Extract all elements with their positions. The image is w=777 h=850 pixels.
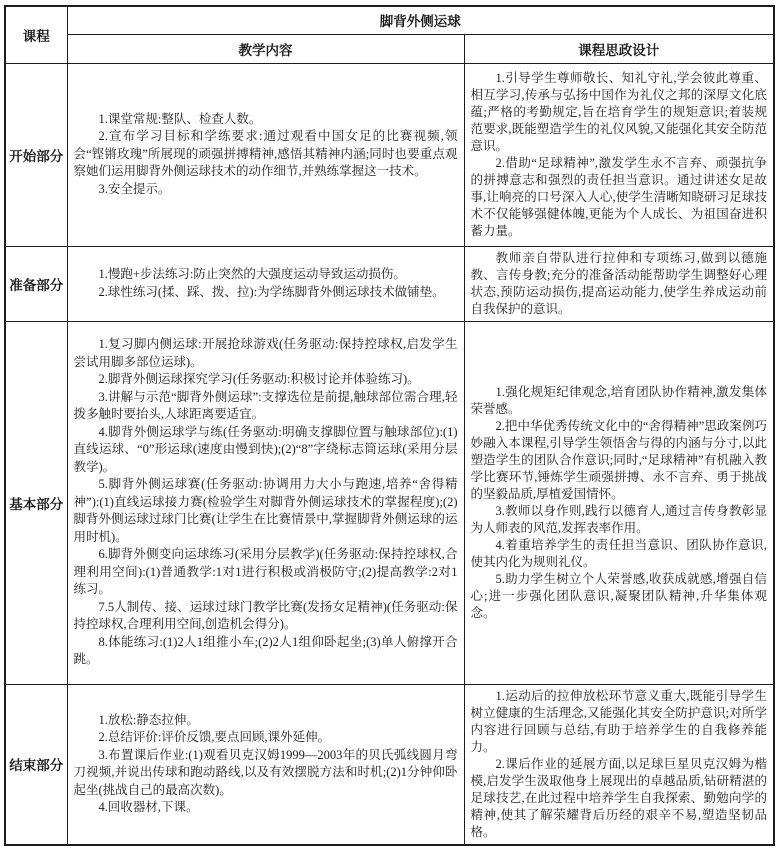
paragraph: 4.回收器材,下课。 (98, 800, 199, 815)
teaching-cell-preparation (67, 246, 464, 321)
lesson-plan-table (4, 5, 775, 846)
paragraph: 2.球性练习(揉、踩、拨、拉):为学练脚背外侧运球技术做铺垫。 (98, 284, 445, 299)
paragraph: 3.讲解与示范“脚背外侧运球”:支撑选位是前提,触球部位需合理,轻拨多触时要抬头,人球距离要适宜。 (73, 389, 458, 422)
paragraph: 4.着重培养学生的责任担当意识、团队协作意识,使其内化为规则礼仪。 (470, 537, 767, 569)
ideology-cell-ending (464, 684, 774, 845)
paragraph: 3.安全提示。 (98, 181, 171, 196)
paragraph: 3.教师以身作则,践行以德育人,通过言传身教彰显为人师表的风范,发挥表率作用。 (470, 503, 767, 535)
paragraph: 1.强化规矩纪律观念,培育团队协作精神,激发集体荣誉感。 (470, 384, 767, 416)
ideology-cell-basic (464, 321, 774, 684)
column-header-ideology: 课程思政设计 (464, 34, 774, 63)
paragraph: 8.体能练习:(1)2人1组推小车;(2)2人1组仰卧起坐;(3)单人俯撑开合跳。 (73, 634, 458, 667)
course-header-cell: 课程 (5, 6, 67, 63)
table-row-beginning (5, 63, 774, 246)
paragraph: 1.慢跑+步法练习:防止突然的大强度运动导致运动损伤。 (98, 267, 406, 281)
column-header-teaching: 教学内容 (67, 34, 464, 63)
paragraph: 2.课后作业的延展方面,以足球巨星贝克汉姆为楷模,启发学生汲取他身上展现出的卓越品质,钻研精湛的足球技艺,在此过程中培养学生自我探索、勤勉向学的精神,使其了解荣耀背后历经的艰辛不易,塑造坚韧品格。 (470, 756, 767, 839)
table-row-preparation (5, 246, 774, 321)
paragraph: 2.脚背外侧运球探究学习(任务驱动:积极讨论并体验练习)。 (98, 372, 420, 387)
ideology-cell-beginning (464, 63, 774, 246)
paragraph: 1.引导学生尊师敬长、知礼守礼,学会彼此尊重、相互学习,传承与弘扬中国作为礼仪之邦的深厚文化底蕴;严格的考勤规定,旨在培育学生的规矩意识;着装规范要求,既能塑造学生的礼仪风貌,又能强化其安全防范意识。 (470, 70, 767, 153)
paragraph: 1.复习脚内侧运球:开展抢球游戏(任务驱动:保持控球权,启发学生尝试用脚多部位运球)。 (73, 337, 458, 369)
paragraph: 4.脚背外侧运球学与练(任务驱动:明确支撑脚位置与触球部位):(1)直线运球、“0”形运球(速度由慢到快);(2)“8”字绕标志筒运球(采用分层教学)。 (73, 424, 458, 474)
teaching-cell-ending (67, 684, 464, 845)
row-label-ending: 结束部分 (5, 684, 67, 845)
paragraph: 7.5人制传、接、运球过球门教学比赛(发扬女足精神)(任务驱动:保持控球权,合理利用空间,创造机会得分)。 (73, 599, 458, 632)
table-row-basic (5, 321, 774, 684)
row-label-basic: 基本部分 (5, 321, 67, 684)
paragraph: 1.课堂常规:整队、检查人数。 (98, 111, 262, 126)
paragraph: 2.宣布学习目标和学练要求:通过观看中国女足的比赛视频,领会“铿锵玫瑰”所展现的顽强拼搏精神,感悟其精神内涵;同时也要重点观察她们运用脚背外侧运球技术的动作细节,并熟练掌握这一技术。 (73, 129, 458, 179)
paragraph: 3.布置课后作业:(1)观看贝克汉姆1999—2003年的贝氏弧线圆月弯刀视频,并说出传球和跑动路线,以及有效摆脱方法和时机;(2)1分钟仰卧起坐(挑战自己的最高次数)。 (73, 747, 458, 797)
table-row-ending (5, 684, 774, 845)
course-title-cell: 脚背外侧运球 (67, 6, 774, 34)
paragraph: 教师亲自带队进行拉伸和专项练习,做到以德施教、言传身教;充分的准备活动能帮助学生调整好心理状态,预防运动损伤,提高运动能力,使学生养成运动前自我保护的意识。 (470, 250, 767, 316)
paragraph: 2.借助“足球精神”,激发学生永不言弃、顽强抗争的拼搏意志和强烈的责任担当意识。通过讲述女足故事,让响亮的口号深入人心,使学生清晰知晓研习足球技术不仅能够强健体魄,更能为个人成长、为祖国奋进积蓄力量。 (470, 155, 767, 238)
paragraph: 5.脚背外侧运球赛(任务驱动:协调用力大小与跑速,培养“舍得精神”):(1)直线运球接力赛(检验学生对脚背外侧运球技术的掌握程度);(2)脚背外侧运球过球门比赛(让学生在比赛情景中,掌握脚背外侧运球的运用时机)。 (73, 477, 458, 544)
paragraph: 1.运动后的拉伸放松环节意义重大,既能引导学生树立健康的生活理念,又能强化其安全防护意识;对所学内容进行回顾与总结,有助于培养学生的自我修养能力。 (470, 688, 767, 754)
paragraph: 2.把中华优秀传统文化中的“舍得精神”思政案例巧妙融入本课程,引导学生领悟舍与得的内涵与分寸,以此塑造学生的团队合作意识;同时,“足球精神”有机融入教学比赛环节,锤炼学生顽强拼搏、永不言弃、勇于挑战的坚毅品质,厚植爱国情怀。 (470, 418, 767, 501)
paragraph: 2.总结评价:评价反馈,要点回顾,课外延伸。 (98, 730, 331, 745)
paragraph: 5.助力学生树立个人荣誉感,收获成就感,增强自信心;进一步强化团队意识,凝聚团队精神,升华集体观念。 (470, 571, 767, 620)
paragraph: 1.放松:静态拉伸。 (98, 712, 199, 727)
ideology-cell-preparation (464, 246, 774, 321)
row-label-preparation: 准备部分 (5, 246, 67, 321)
row-label-beginning: 开始部分 (5, 63, 67, 246)
paragraph: 6.脚背外侧变向运球练习(采用分层教学)(任务驱动:保持控球权,合理利用空间):(1)普通教学:1对1进行积极或消极防守;(2)提高教学:2对1练习。 (73, 547, 458, 597)
teaching-cell-beginning (67, 63, 464, 246)
teaching-cell-basic (67, 321, 464, 684)
